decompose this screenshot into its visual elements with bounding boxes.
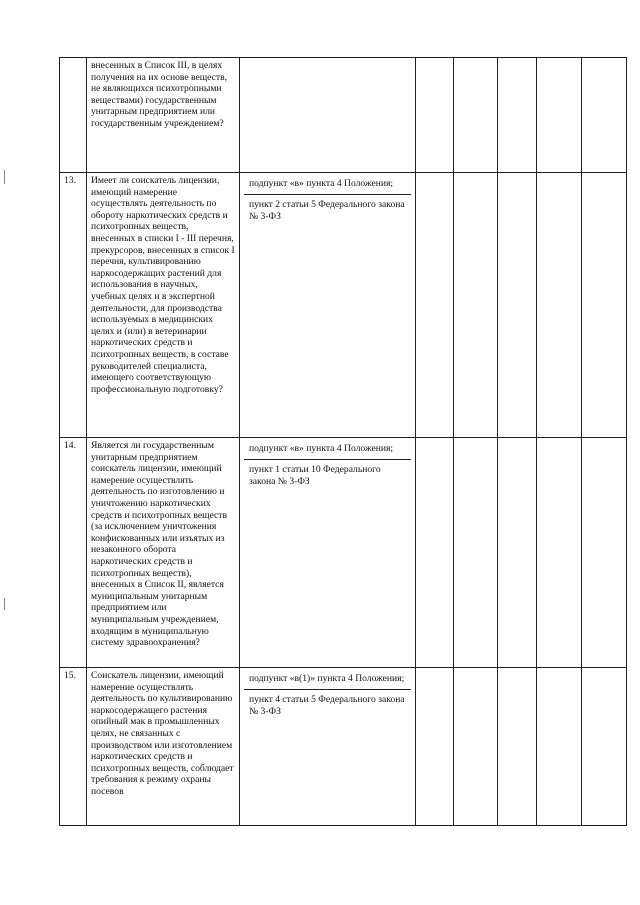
table-row xyxy=(60,173,627,438)
reference-regulation: подпункт «в(1)» пункта 4 Положения; xyxy=(244,670,411,690)
empty-cell xyxy=(454,58,498,173)
reference-federal-law: пункт 4 статьи 5 Федерального закона № 3-ФЗ xyxy=(249,694,405,717)
table-row xyxy=(60,668,627,826)
empty-cell xyxy=(498,668,537,826)
empty-cell xyxy=(537,668,582,826)
empty-cell xyxy=(416,668,454,826)
empty-cell xyxy=(582,173,627,438)
row-number xyxy=(60,58,87,173)
requirement-question: Является ли государственным унитарным предприятием соискатель лицензии, имеющий намерение осуществлять деятельность по изготовлению и уничтожению наркотических средств и психотропных веществ (за исключением уничтожения конфискованных или изъятых из незаконного оборота наркотических средств и психотропных веществ), внесенных в Список II, является муниципальным унитарным предприятием или муниципальным учреждением, входящим в муниципальную систему здравоохранения? xyxy=(87,438,240,668)
legal-reference xyxy=(240,173,416,438)
scan-edge-mark xyxy=(4,170,5,184)
empty-cell xyxy=(454,438,498,668)
reference-regulation: подпункт «в» пункта 4 Положения; xyxy=(244,440,411,460)
requirement-question: Имеет ли соискатель лицензии, имеющий намерение осуществлять деятельность по обороту наркотических средств и психотропных веществ, внесенных в списки I - III перечня, прекурсоров, внесенных в список I перечня, культивированию наркосодержащих растений для использования в научных, учебных целях и в экспертной деятельности, для производства используемых в медицинских целях и (или) в ветеринарии наркотических средств и психотропных веществ, в составе руководителей специалиста, имеющего соответствующую профессиональную подготовку? xyxy=(87,173,240,438)
reference-federal-law: пункт 2 статьи 5 Федерального закона № 3-ФЗ xyxy=(249,199,405,222)
empty-cell xyxy=(498,173,537,438)
requirement-question: Соискатель лицензии, имеющий намерение осуществлять деятельность по культивированию наркосодержащего растения опийный мак в промышленных целях, не связанных с производством или изготовлением наркотических средств и психотропных веществ, соблюдает требования к режиму охраны посевов xyxy=(87,668,240,826)
checklist-table xyxy=(59,57,627,826)
empty-cell xyxy=(537,438,582,668)
empty-cell xyxy=(582,668,627,826)
row-number: 15. xyxy=(60,668,87,826)
empty-cell xyxy=(416,58,454,173)
empty-cell xyxy=(454,668,498,826)
empty-cell xyxy=(537,173,582,438)
empty-cell xyxy=(454,173,498,438)
reference-regulation: подпункт «в» пункта 4 Положения; xyxy=(244,175,411,195)
empty-cell xyxy=(416,438,454,668)
requirement-question: внесенных в Список III, в целях получения на их основе веществ, не являющихся психотропными веществами) государственным унитарным предприятием или государственным учреждением? xyxy=(87,58,240,173)
empty-cell xyxy=(416,173,454,438)
empty-cell xyxy=(498,438,537,668)
reference-federal-law: пункт 1 статьи 10 Федерального закона № 3-ФЗ xyxy=(249,464,381,487)
legal-reference xyxy=(240,438,416,668)
legal-reference xyxy=(240,58,416,173)
legal-reference xyxy=(240,668,416,826)
table-row xyxy=(60,58,627,173)
row-number: 14. xyxy=(60,438,87,668)
empty-cell xyxy=(582,58,627,173)
row-number: 13. xyxy=(60,173,87,438)
scan-edge-mark xyxy=(4,598,5,610)
empty-cell xyxy=(582,438,627,668)
empty-cell xyxy=(498,58,537,173)
empty-cell xyxy=(537,58,582,173)
table-row xyxy=(60,438,627,668)
